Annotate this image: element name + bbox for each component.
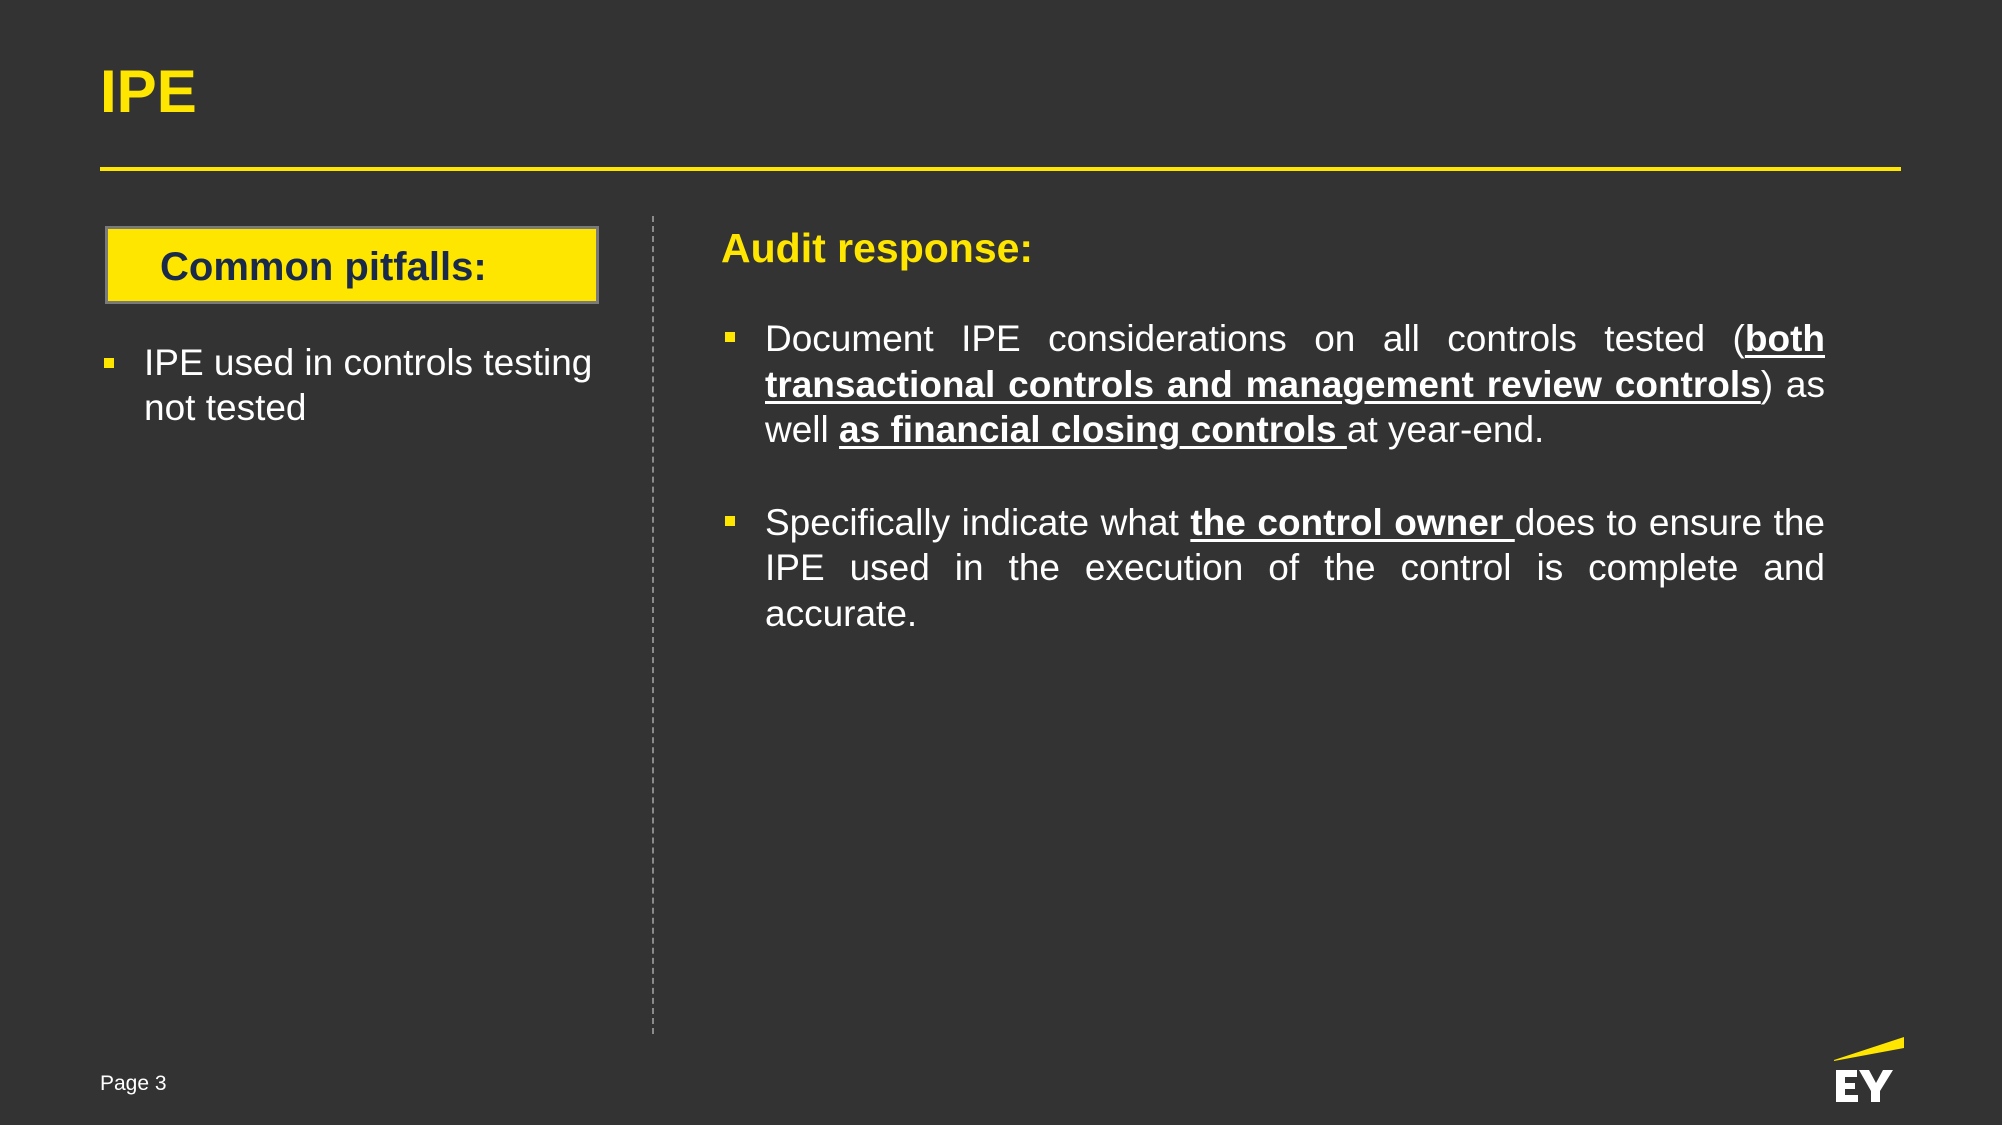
square-bullet-icon bbox=[725, 332, 735, 342]
audit-item1-text-2: ) as well bbox=[765, 363, 1825, 450]
column-divider bbox=[652, 216, 654, 1034]
common-pitfalls-heading: Common pitfalls: bbox=[160, 245, 487, 289]
square-bullet-icon bbox=[725, 516, 735, 526]
audit-item1-text-1: Document IPE considerations on all controls tested ( bbox=[765, 318, 1745, 359]
pitfall-item-text: IPE used in controls testing not tested bbox=[144, 342, 593, 428]
audit-item2-emphasis-owner: the control owner bbox=[1190, 501, 1515, 543]
ey-logo-icon bbox=[1834, 1036, 1904, 1108]
page-number: Page 3 bbox=[100, 1072, 167, 1095]
audit-item1-emphasis-controls: both transactional controls and management review controls bbox=[765, 318, 1825, 405]
title-underline-rule bbox=[100, 167, 1901, 171]
audit-response-list bbox=[721, 316, 1825, 636]
audit-item-control-owner bbox=[721, 500, 1825, 637]
pitfalls-list bbox=[100, 340, 610, 430]
ey-logo-graphic bbox=[1834, 1036, 1904, 1108]
audit-item-document-ipe bbox=[721, 316, 1825, 453]
audit-item2-text-2: does to ensure the IPE used in the execution of the control is complete and accurate. bbox=[765, 501, 1825, 634]
audit-item1-text-3: at year-end. bbox=[1346, 409, 1545, 450]
audit-item1-emphasis-closing: as financial closing controls bbox=[839, 409, 1347, 450]
common-pitfalls-banner bbox=[105, 226, 599, 304]
audit-response-heading: Audit response: bbox=[721, 225, 1034, 271]
audit-item2-text-1: Specifically indicate what bbox=[765, 501, 1191, 543]
ey-logo-text bbox=[1904, 1036, 1905, 1037]
square-bullet-icon bbox=[104, 358, 114, 368]
slide-title: IPE bbox=[100, 58, 197, 125]
pitfall-item bbox=[100, 340, 610, 430]
